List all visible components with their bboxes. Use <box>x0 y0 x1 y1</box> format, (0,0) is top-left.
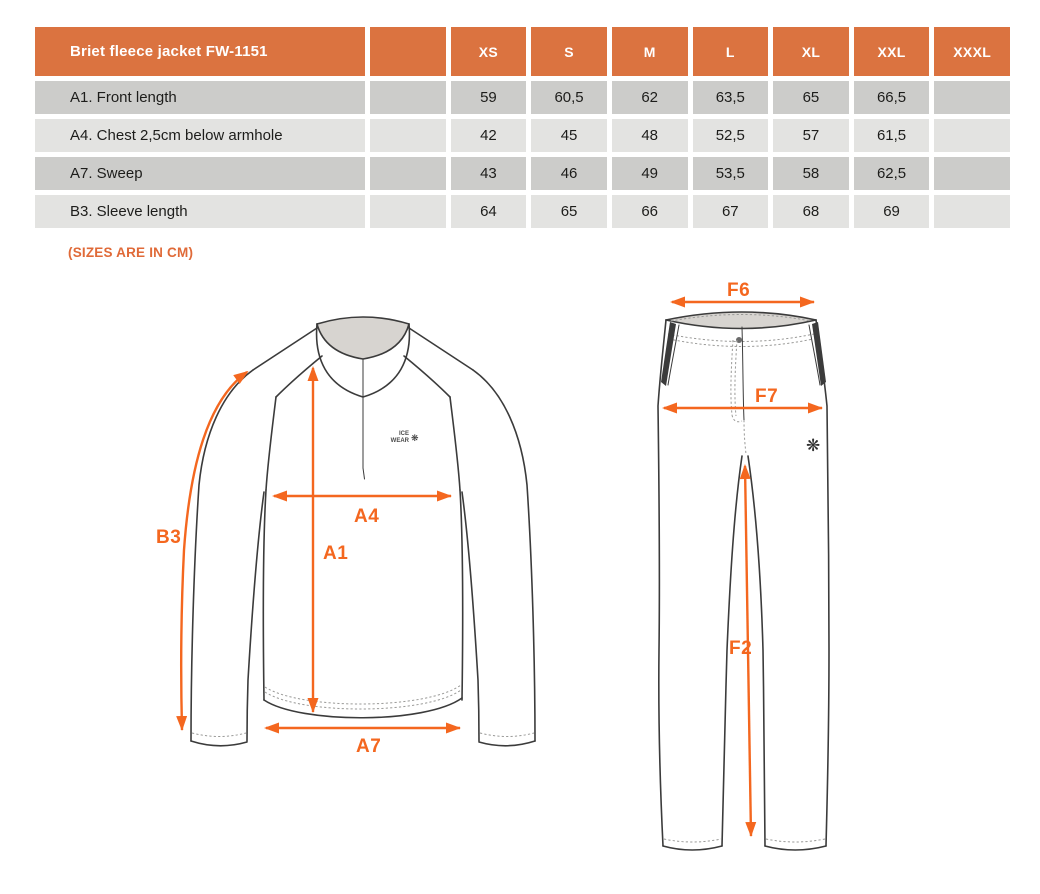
value-cell: 43 <box>451 157 527 190</box>
column-header-s: S <box>531 27 607 76</box>
value-cell: 63,5 <box>693 81 769 114</box>
row-label: A1. Front length <box>35 81 365 114</box>
value-cell: 62 <box>612 81 688 114</box>
spacer-cell <box>370 195 446 228</box>
logo-text-line1: ICE <box>398 431 409 437</box>
jacket-measurement-diagram <box>150 300 630 770</box>
value-cell: 66 <box>612 195 688 228</box>
value-cell <box>934 81 1010 114</box>
spacer-cell <box>370 81 446 114</box>
table-title: Briet fleece jacket FW-1151 <box>35 27 365 76</box>
column-header-xs: XS <box>451 27 527 76</box>
value-cell <box>934 195 1010 228</box>
value-cell: 42 <box>451 119 527 152</box>
row-label: A4. Chest 2,5cm below armhole <box>35 119 365 152</box>
value-cell: 52,5 <box>693 119 769 152</box>
jacket-measurement-arrows <box>156 368 460 757</box>
f6-label: F6 <box>727 280 751 301</box>
a7-label: A7 <box>356 736 382 757</box>
value-cell: 62,5 <box>854 157 930 190</box>
logo-text-line2: WEAR <box>390 438 409 444</box>
spacer-header-cell <box>370 27 446 76</box>
spacer-cell <box>370 119 446 152</box>
f7-label: F7 <box>755 386 779 407</box>
value-cell: 46 <box>531 157 607 190</box>
row-label: B3. Sleeve length <box>35 195 365 228</box>
value-cell: 65 <box>773 81 849 114</box>
column-header-l: L <box>693 27 769 76</box>
value-cell: 61,5 <box>854 119 930 152</box>
waistband-inner-shading <box>666 312 816 329</box>
value-cell: 59 <box>451 81 527 114</box>
value-cell: 65 <box>531 195 607 228</box>
column-header-m: M <box>612 27 688 76</box>
pants-logo-flower-icon: ❋ <box>806 436 821 456</box>
size-table <box>35 27 1010 228</box>
icewear-logo <box>391 431 419 444</box>
a4-label: A4 <box>354 506 380 527</box>
jacket-outline-drawing <box>191 317 535 746</box>
value-cell: 49 <box>612 157 688 190</box>
value-cell: 58 <box>773 157 849 190</box>
value-cell: 53,5 <box>693 157 769 190</box>
value-cell <box>934 157 1010 190</box>
value-cell: 66,5 <box>854 81 930 114</box>
a1-label: A1 <box>323 543 349 564</box>
sizes-unit-note: (SIZES ARE IN CM) <box>68 245 194 260</box>
collar-inner-shading <box>317 317 409 359</box>
value-cell: 64 <box>451 195 527 228</box>
pants-measurement-diagram <box>630 280 890 870</box>
spacer-cell <box>370 157 446 190</box>
column-header-xl: XL <box>773 27 849 76</box>
logo-flower-icon: ❋ <box>411 434 419 444</box>
value-cell: 68 <box>773 195 849 228</box>
value-cell: 69 <box>854 195 930 228</box>
value-cell: 60,5 <box>531 81 607 114</box>
b3-label: B3 <box>156 527 182 548</box>
value-cell: 57 <box>773 119 849 152</box>
value-cell: 45 <box>531 119 607 152</box>
pants-outline-drawing <box>658 312 829 850</box>
value-cell: 67 <box>693 195 769 228</box>
f2-label: F2 <box>729 638 753 659</box>
value-cell: 48 <box>612 119 688 152</box>
column-header-xxxl: XXXL <box>934 27 1010 76</box>
column-header-xxl: XXL <box>854 27 930 76</box>
row-label: A7. Sweep <box>35 157 365 190</box>
value-cell <box>934 119 1010 152</box>
